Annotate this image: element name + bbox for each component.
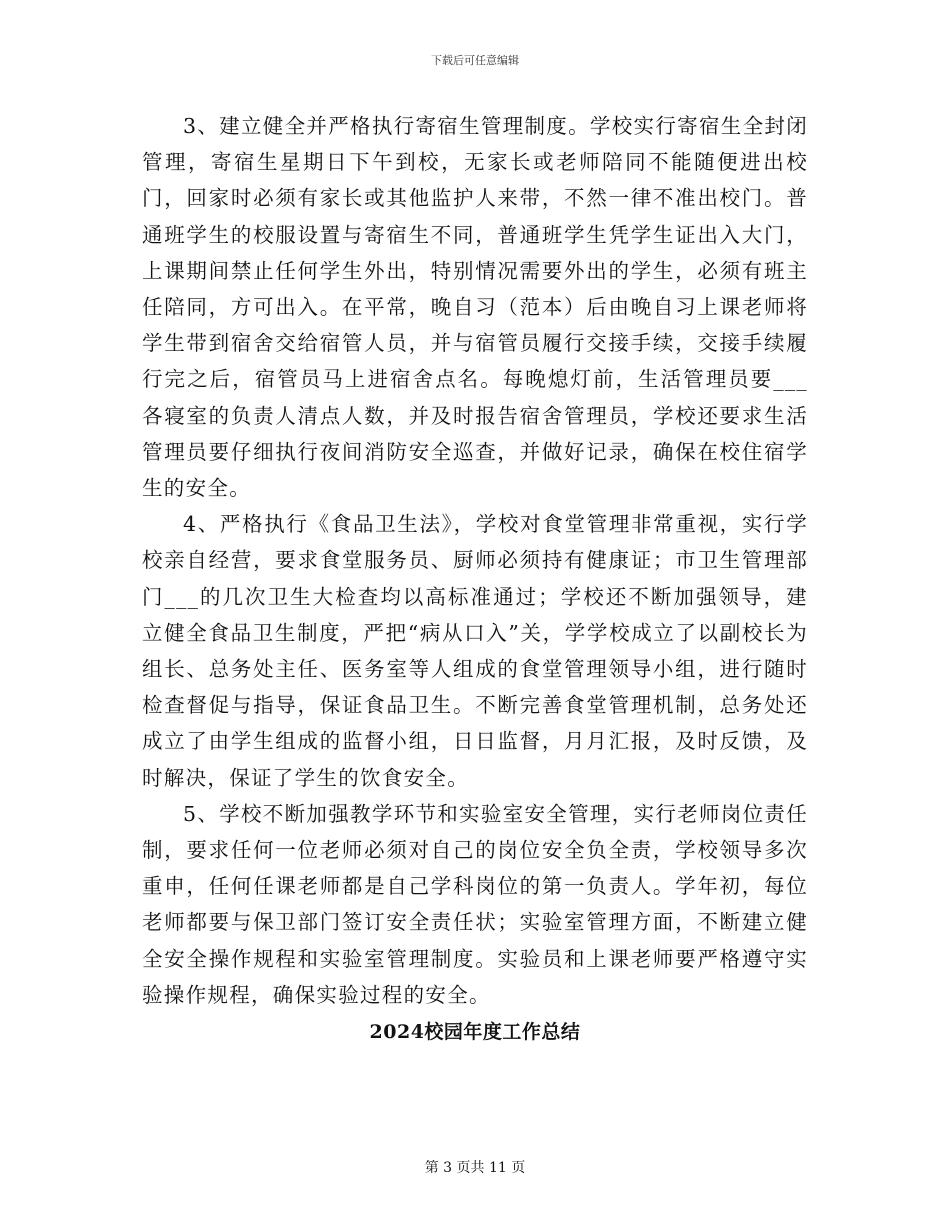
paragraph-dormitory-management: 3、建立健全并严格执行寄宿生管理制度。学校实行寄宿生全封闭管理，寄宿生星期日下午到校，无家长或老师陪同不能随便进出校门，回家时必须有家长或其他监护人来带，不然一律不准出校门。普通班学生的校服设置与寄宿生不同，普通班学生凭学生证出入大门，上课期间禁止任何学生外出，特别情况需要外出的学生，必须有班主任陪同，方可出入。在平常，晚自习（范本）后由晚自习上课老师将学生带到宿舍交给宿管人员，并与宿管员履行交接手续，交接手续履行完之后，宿管员马上进宿舍点名。每晚熄灯前，生活管理员要___各寝室的负责人清点人数，并及时报告宿舍管理员，学校还要求生活管理员要仔细执行夜间消防安全巡查，并做好记录，确保在校住宿学生的安全。 <box>142 114 808 501</box>
paragraph-food-hygiene: 4、严格执行《食品卫生法》，学校对食堂管理非常重视，实行学校亲自经营，要求食堂服务员、厨师必须持有健康证；市卫生管理部门___的几次卫生大检查均以高标准通过；学校还不断加强领导，建立健全食品卫生制度，严把“病从口入”关，学学校成立了以副校长为组长、总务处主任、医务室等人组成的食堂管理领导小组，进行随时检查督促与指导，保证食品卫生。不断完善食堂管理机制，总务处还成立了由学生组成的监督小组，日日监督，月月汇报，及时反馈，及时解决，保证了学生的饮食安全。 <box>142 512 808 790</box>
section-title: 2024校园年度工作总结 <box>369 1021 581 1044</box>
header-note: 下载后可任意编辑 <box>431 54 519 67</box>
document-body <box>142 108 808 1047</box>
page-number: 第 3 页共 11 页 <box>424 1160 526 1176</box>
paragraph-lab-safety: 5、学校不断加强教学环节和实验室安全管理，实行老师岗位责任制，要求任何一位老师必须对自己的岗位安全负全责，学校领导多次重申，任何任课老师都是自己学科岗位的第一负责人。学年初，每位老师都要与保卫部门签订安全责任状；实验室管理方面，不断建立健全安全操作规程和实验室管理制度。实验员和上课老师要严格遵守实验操作规程，确保实验过程的安全。 <box>142 801 808 1007</box>
